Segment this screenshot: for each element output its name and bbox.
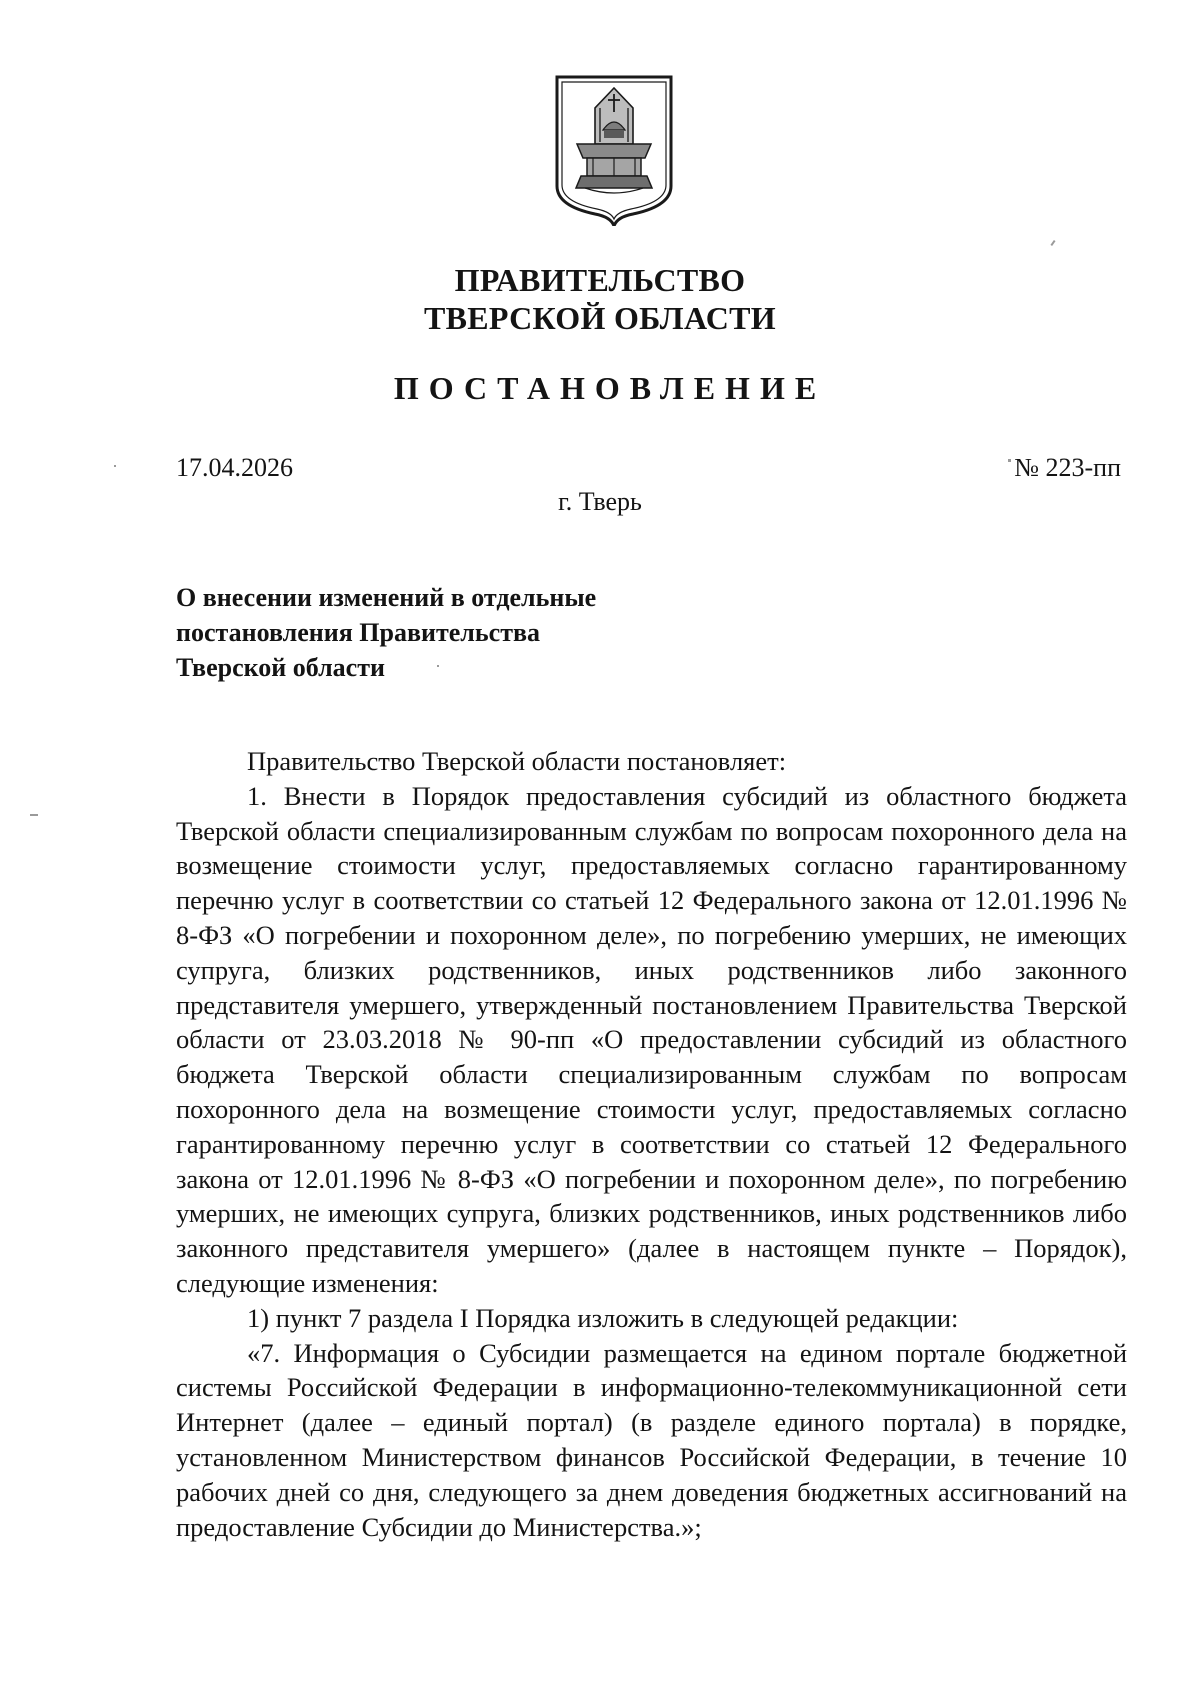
subject-line: Тверской области	[176, 653, 385, 682]
document-body	[176, 744, 1127, 1544]
document-number: № 223-пп	[1014, 453, 1121, 482]
document-subject	[176, 580, 736, 685]
scan-speck	[30, 814, 38, 816]
scan-speck	[114, 465, 116, 467]
scan-speck	[1008, 459, 1011, 462]
document-city: г. Тверь	[558, 487, 642, 516]
document-type-title: ПОСТАНОВЛЕНИЕ	[393, 370, 827, 406]
government-name-line-1: ПРАВИТЕЛЬСТВО	[454, 262, 746, 298]
body-paragraph: Правительство Тверской области постановляет:	[247, 746, 787, 776]
scan-speck	[437, 665, 439, 667]
subject-line: О внесении изменений в отдельные	[176, 583, 597, 612]
body-paragraph: «7. Информация о Субсидии размещается на едином портале бюджетной системы Российской Федерации в информационно-телекоммуникационной сети Интернет (далее – единый портал) (в разделе единого портала) в порядке, установленном Министерством финансов Российской Федерации, в течение 10 рабочих дней со дня, следующего за днем доведения бюджетных ассигнований на предоставление Субсидии до Министерства.»;	[176, 1337, 1127, 1542]
subject-line: постановления Правительства	[176, 618, 540, 647]
government-name-line-2: ТВЕРСКОЙ ОБЛАСТИ	[423, 300, 777, 336]
body-paragraph: 1. Внести в Порядок предоставления субсидий из областного бюджета Тверской области специализированным службам по вопросам похоронного дела на возмещение стоимости услуг, предоставляемых согласно гарантированному перечню услуг в соответствии со статьей 12 Федерального закона от 12.01.1996 № 8-ФЗ «О погребении и похоронном деле», по погребению умерших, не имеющих супруга, близких родственников, иных родственников либо законного представителя умершего, утвержденный постановлением Правительства Тверской области от 23.03.2018 № 90-пп «О предоставлении субсидий из областного бюджета Тверской области специализированным службам по вопросам похоронного дела на возмещение стоимости услуг, предоставляемых согласно гарантированному перечню услуг в соответствии со статьей 12 Федерального закона от 12.01.1996 № 8-ФЗ «О погребении и похоронном деле», по погребению умерших, не имеющих супруга, близких родственников, иных родственников либо законного представителя умершего» (далее в настоящем пункте – Порядок), следующие изменения:	[176, 780, 1127, 1298]
scan-speck	[1050, 240, 1055, 246]
coat-of-arms-emblem	[553, 74, 675, 226]
document-date: 17.04.2026	[176, 453, 293, 482]
body-paragraph: 1) пункт 7 раздела I Порядка изложить в следующей редакции:	[247, 1302, 959, 1333]
